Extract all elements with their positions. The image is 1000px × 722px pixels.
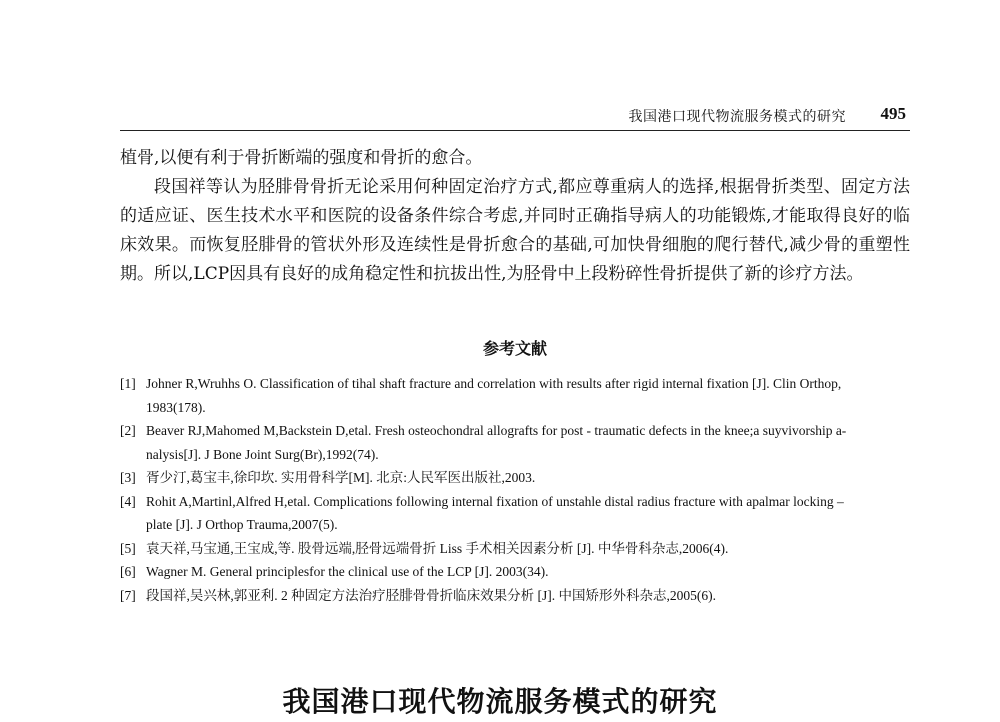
page-number: 495 [880,104,906,123]
reference-item [120,560,910,584]
reference-text-cont: 1983(178). [146,399,206,415]
paragraph-discussion: 段国祥等认为胫腓骨骨折无论采用何种固定治疗方式,都应尊重病人的选择,根据骨折类型、固定方法的适应证、医生技术水平和医院的设备条件综合考虑,并同时正确指导病人的功能锻炼,才能取得良好的临床效果。而恢复胫腓骨的管状外形及连续性是骨折愈合的基础,可加快骨细胞的爬行替代,减少骨的重塑性期。所以,LCP因具有良好的成角稳定性和抗拔出性,为胫骨中上段粉碎性骨折提供了新的诊疗方法。 [120,177,910,284]
paragraph-continuation: 植骨,以便有利于骨折断端的强度和骨折的愈合。 [120,148,483,168]
reference-text-cont: plate [J]. J Orthop Trauma,2007(5). [146,517,338,532]
references-heading: 参考文献 [482,339,547,358]
reference-number: [4] [120,493,136,509]
reference-number: [1] [120,376,136,391]
reference-number: [6] [120,564,136,579]
reference-number: [3] [120,470,136,485]
reference-item [120,372,910,419]
reference-item [120,490,910,537]
reference-text: Johner R,Wruhhs O. Classification of tihal shaft fracture and correlation with results after rigid internal fixation [J]. Clin Orthop, [146,376,842,391]
reference-item [120,419,910,466]
reference-item [120,537,910,561]
next-article-title: 我国港口现代物流服务模式的研究 [282,685,718,718]
reference-number: [7] [120,587,136,603]
reference-item [120,584,910,608]
running-header [120,104,910,131]
reference-text: Rohit A,Martinl,Alfred H,etal. Complications following internal fixation of unstahle distal radius fracture with apalmar locking – [146,493,844,509]
references-list [120,372,910,607]
reference-text: 段国祥,吴兴林,郭亚利. 2 种固定方法治疗胫腓骨骨折临床效果分析 [J]. 中国矫形外科杂志,2005(6). [146,587,716,603]
running-title: 我国港口现代物流服务模式的研究 [628,109,846,125]
reference-number: [5] [120,540,136,556]
body-text [120,144,910,289]
reference-text: Beaver RJ,Mahomed M,Backstein D,etal. Fresh osteochondral allografts for post - traumatic defects in the knee;a suyvivorship a- [146,423,847,438]
reference-item [120,466,910,490]
reference-text: 胥少汀,葛宝丰,徐印坎. 实用骨科学[M]. 北京:人民军医出版社,2003. [146,470,536,485]
reference-text-cont: nalysis[J]. J Bone Joint Surg(Br),1992(74). [146,446,379,462]
reference-text: Wagner M. General principlesfor the clinical use of the LCP [J]. 2003(34). [146,564,549,579]
reference-text: 袁天祥,马宝通,王宝成,等. 股骨远端,胫骨远端骨折 Liss 手术相关因素分析 [J]. 中华骨科杂志,2006(4). [146,540,729,556]
reference-number: [2] [120,423,136,438]
